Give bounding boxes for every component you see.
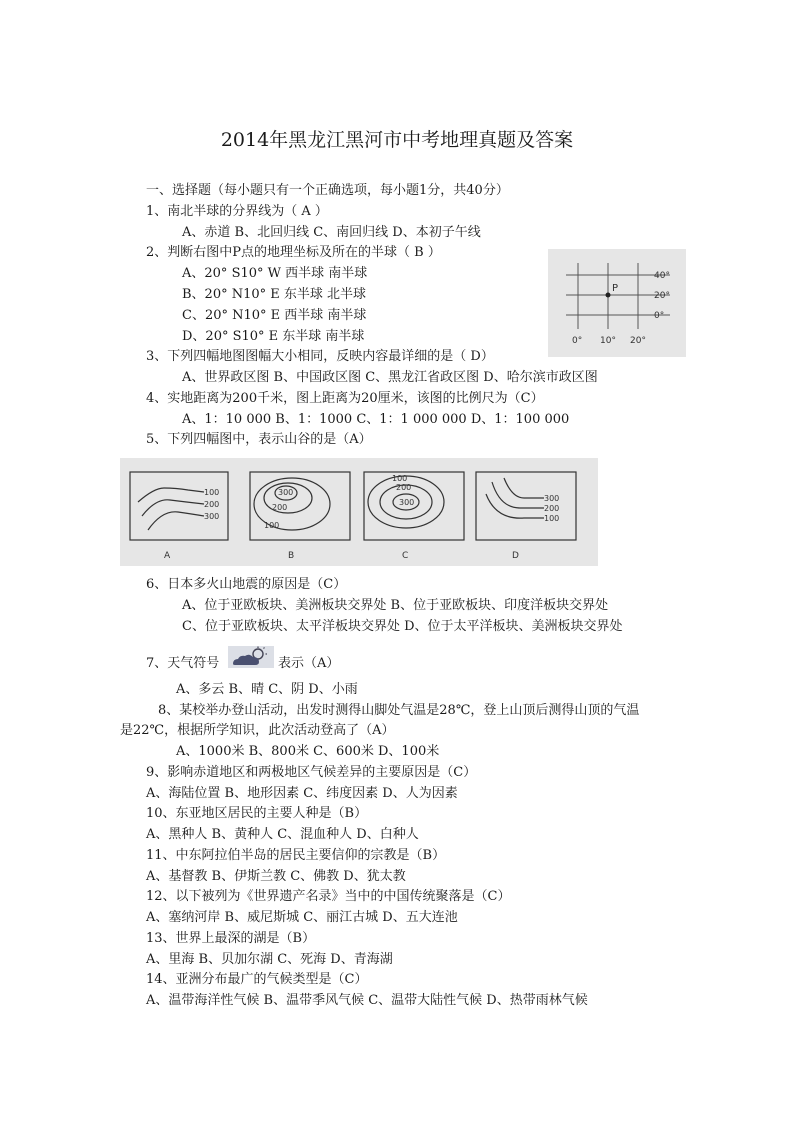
map-a-contour-label-3: 300 [204, 512, 220, 521]
question-10-options: A、黑种人 B、黄种人 C、混血种人 D、白种人 [146, 827, 419, 842]
question-5-stem: 5、下列四幅图中，表示山谷的是（A） [146, 432, 372, 447]
point-p-label: P [612, 283, 619, 294]
question-7-stem-prefix: 7、天气符号 [146, 656, 220, 671]
question-2-option-c: C、20° N10° E 西半球 南半球 [182, 308, 367, 323]
question-1-options: A、赤道 B、北回归线 C、南回归线 D、本初子午线 [182, 225, 481, 240]
map-a-contour-label-2: 200 [204, 500, 220, 509]
map-c-contour-label-1: 100 [392, 474, 408, 483]
question-1-stem: 1、南北半球的分界线为（ A ） [146, 204, 328, 219]
question-4-stem: 4、实地距离为200千米，图上距离为20厘米，该图的比例尺为（C） [146, 391, 544, 406]
question-2-stem: 2、判断右图中P点的地理坐标及所在的半球（ B ） [146, 245, 441, 260]
question-11-stem: 11、中东阿拉伯半岛的居民主要信仰的宗教是（B） [146, 848, 446, 863]
question-3-options: A、世界政区图 B、中国政区图 C、黑龙江省政区图 D、哈尔滨市政区图 [182, 370, 598, 385]
map-d-contour-label-2: 200 [544, 504, 560, 513]
lon-label-10: 10° [600, 336, 616, 346]
map-c-contour-label-2: 200 [396, 483, 412, 492]
question-9-stem: 9、影响赤道地区和两极地区气候差异的主要原因是（C） [146, 765, 477, 780]
map-d-contour-label-1: 300 [544, 494, 560, 503]
lat-lon-grid-figure [548, 249, 686, 357]
partly-cloudy-weather-icon [228, 646, 274, 668]
map-d-letter: D [512, 551, 519, 561]
map-c-contour-label-3: 300 [399, 498, 415, 507]
question-10-stem: 10、东亚地区居民的主要人种是（B） [146, 806, 368, 821]
question-8-stem-line-2: 是22℃，根据所学知识，此次活动登高了（A） [120, 723, 395, 738]
point-p-marker [606, 293, 611, 298]
question-11-options: A、基督教 B、伊斯兰教 C、佛教 D、犹太教 [146, 869, 406, 884]
question-6-stem: 6、日本多火山地震的原因是（C） [146, 577, 347, 592]
question-13-options: A、里海 B、贝加尔湖 C、死海 D、青海湖 [146, 952, 393, 967]
question-8-options: A、1000米 B、800米 C、600米 D、100米 [176, 744, 440, 759]
page-title: 2014年黑龙江黑河市中考地理真题及答案 [220, 129, 574, 151]
map-b-contour-label-1: 300 [278, 488, 294, 497]
question-7-stem-suffix: 表示（A） [278, 656, 340, 671]
question-6-options-line-1: A、位于亚欧板块、美洲板块交界处 B、位于亚欧板块、印度洋板块交界处 [182, 598, 609, 613]
question-14-stem: 14、亚洲分布最广的气候类型是（C） [146, 972, 368, 987]
map-b-contour-label-2: 200 [272, 503, 288, 512]
map-b-letter: B [288, 551, 295, 561]
lon-label-20: 20° [630, 336, 646, 346]
question-8-stem-line-1: 8、某校举办登山活动，出发时测得山脚处气温是28℃，登上山顶后测得山顶的气温 [158, 703, 640, 718]
question-2-option-b: B、20° N10° E 东半球 北半球 [182, 287, 367, 302]
lat-label-0: 0° [654, 311, 665, 321]
map-b-contour-label-3: 100 [264, 521, 280, 530]
question-12-options: A、塞纳河岸 B、威尼斯城 C、丽江古城 D、五大连池 [146, 910, 458, 925]
question-3-stem: 3、下列四幅地图图幅大小相同，反映内容最详细的是（ D） [146, 349, 494, 364]
question-7-options: A、多云 B、晴 C、阴 D、小雨 [176, 682, 358, 697]
lon-label-0: 0° [572, 336, 583, 346]
lat-label-40: 40° [654, 271, 670, 281]
question-14-options: A、温带海洋性气候 B、温带季风气候 C、温带大陆性气候 D、热带雨林气候 [146, 993, 588, 1008]
map-d-contour-label-3: 100 [544, 514, 560, 523]
map-a-letter: A [164, 551, 171, 561]
map-a-contour-label-1: 100 [204, 488, 220, 497]
question-2-option-a: A、20° S10° W 西半球 南半球 [182, 266, 368, 281]
lat-label-20: 20° [654, 291, 670, 301]
question-12-stem: 12、以下被列为《世界遗产名录》当中的中国传统聚落是（C） [146, 889, 511, 904]
question-4-options: A、1：10 000 B、1：1000 C、1：1 000 000 D、1：100 000 [182, 412, 570, 427]
section-heading: 一、选择题（每小题只有一个正确选项，每小题1分，共40分） [146, 183, 509, 198]
question-2-option-d: D、20° S10° E 东半球 南半球 [182, 329, 365, 344]
question-9-options: A、海陆位置 B、地形因素 C、纬度因素 D、人为因素 [146, 786, 458, 801]
question-6-options-line-2: C、位于亚欧板块、太平洋板块交界处 D、位于太平洋板块、美洲板块交界处 [182, 619, 623, 634]
question-13-stem: 13、世界上最深的湖是（B） [146, 931, 316, 946]
map-c-letter: C [402, 551, 409, 561]
contour-maps-figure [120, 458, 598, 566]
